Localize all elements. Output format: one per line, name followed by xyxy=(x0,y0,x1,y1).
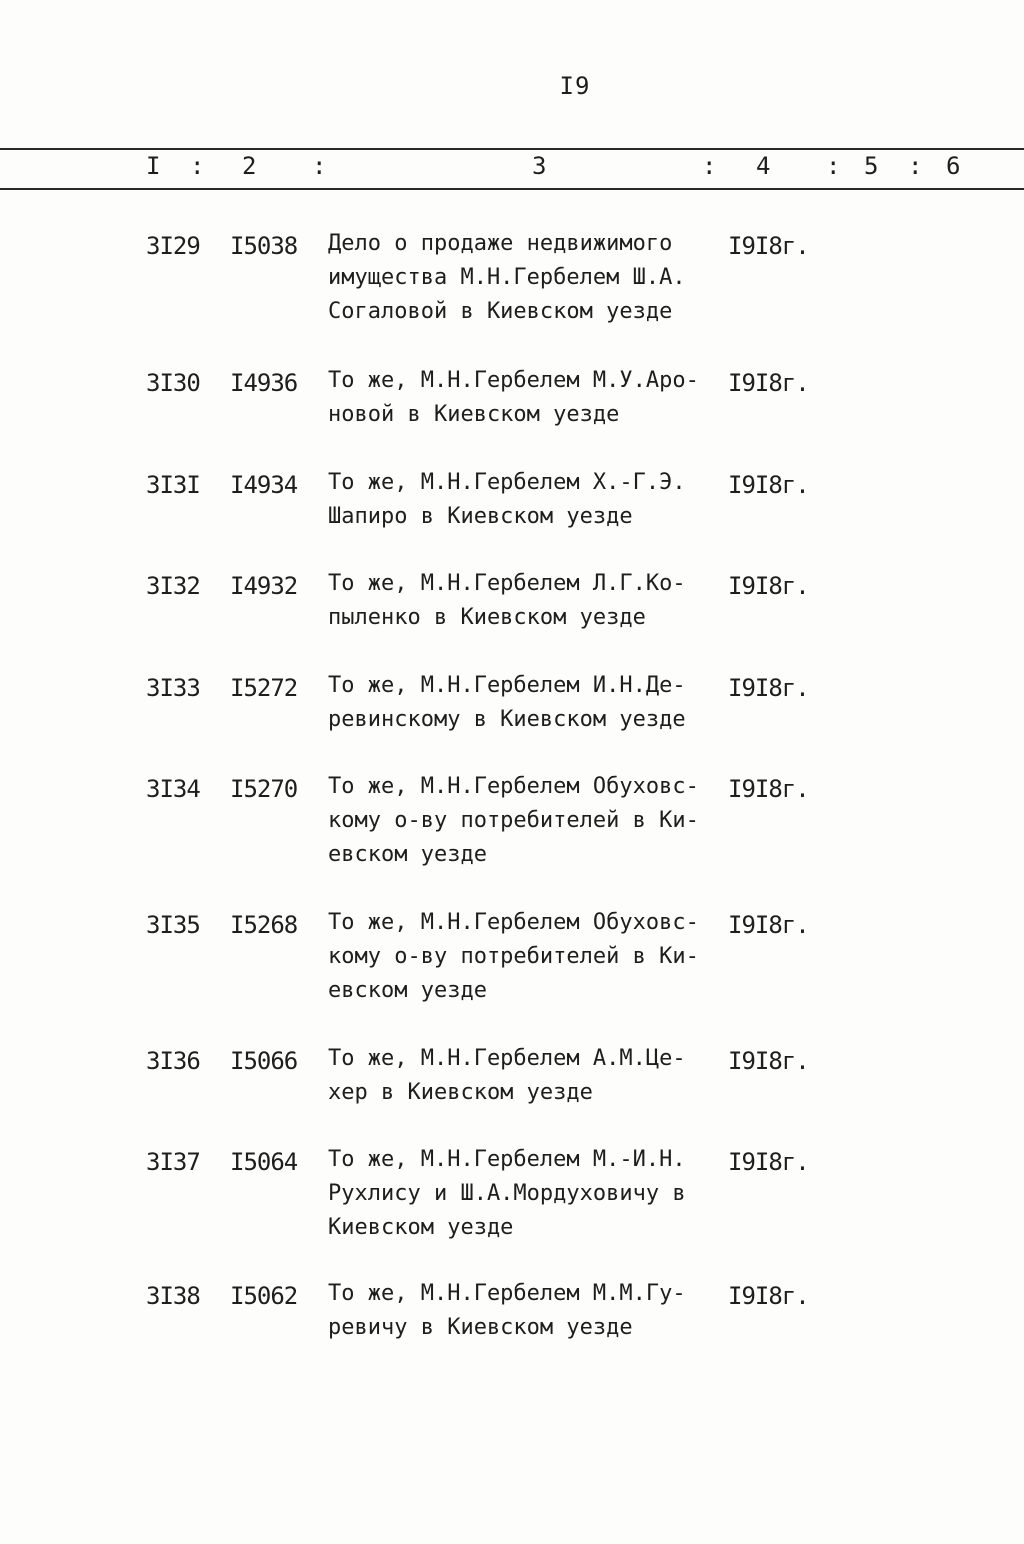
entry-date: I9I8г. xyxy=(728,232,809,260)
case-number: I4934 xyxy=(230,471,298,499)
entry-number: 3I3I xyxy=(146,471,200,499)
entry-date: I9I8г. xyxy=(728,775,809,803)
case-number: I5268 xyxy=(230,911,298,939)
column-separator: : xyxy=(312,152,327,180)
case-number: I5272 xyxy=(230,674,298,702)
entry-title: То же, М.Н.Гербелем Обуховс- кому о-ву потребителей в Ки- евском уезде xyxy=(328,910,699,1003)
entry-title: То же, М.Н.Гербелем Л.Г.Ко- пыленко в Киевском уезде xyxy=(328,571,686,630)
entry-title: То же, М.Н.Гербелем М.М.Гу- ревичу в Киевском уезде xyxy=(328,1281,686,1340)
entry-title: То же, М.Н.Гербелем Х.-Г.Э. Шапиро в Киевском уезде xyxy=(328,470,686,529)
column-header-5: 5 xyxy=(864,152,879,180)
column-separator: : xyxy=(190,152,205,180)
entry-title: То же, М.Н.Гербелем М.-И.Н. Рухлису и Ш.А.Мордуховичу в Киевском уезде xyxy=(328,1147,686,1240)
page-number: I9 xyxy=(559,72,591,100)
entry-number: 3I30 xyxy=(146,369,200,397)
entry-number: 3I36 xyxy=(146,1047,200,1075)
case-number: I5038 xyxy=(230,232,298,260)
entry-number: 3I35 xyxy=(146,911,200,939)
column-header-6: 6 xyxy=(946,152,961,180)
entry-date: I9I8г. xyxy=(728,1047,809,1075)
entry-number: 3I33 xyxy=(146,674,200,702)
entry-number: 3I38 xyxy=(146,1282,200,1310)
entry-date: I9I8г. xyxy=(728,911,809,939)
entry-number: 3I34 xyxy=(146,775,200,803)
entry-date: I9I8г. xyxy=(728,471,809,499)
header-rule-bottom xyxy=(0,188,1024,190)
header-rule-top xyxy=(0,148,1024,150)
column-header-3: 3 xyxy=(532,152,547,180)
entry-title: То же, М.Н.Гербелем И.Н.Де- ревинскому в Киевском уезде xyxy=(328,673,686,732)
case-number: I5270 xyxy=(230,775,298,803)
entry-title: Дело о продаже недвижимого имущества М.Н.Гербелем Ш.А. Согаловой в Киевском уезде xyxy=(328,231,686,324)
column-header-4: 4 xyxy=(756,152,771,180)
case-number: I5064 xyxy=(230,1148,298,1176)
column-separator: : xyxy=(826,152,841,180)
column-separator: : xyxy=(908,152,923,180)
entry-number: 3I29 xyxy=(146,232,200,260)
entry-title: То же, М.Н.Гербелем Обуховс- кому о-ву потребителей в Ки- евском уезде xyxy=(328,774,699,867)
entry-date: I9I8г. xyxy=(728,1148,809,1176)
case-number: I4936 xyxy=(230,369,298,397)
entry-title: То же, М.Н.Гербелем А.М.Це- хер в Киевском уезде xyxy=(328,1046,686,1105)
column-header-1: I xyxy=(146,152,161,180)
case-number: I5062 xyxy=(230,1282,298,1310)
entry-date: I9I8г. xyxy=(728,674,809,702)
entry-number: 3I37 xyxy=(146,1148,200,1176)
case-number: I4932 xyxy=(230,572,298,600)
entry-number: 3I32 xyxy=(146,572,200,600)
case-number: I5066 xyxy=(230,1047,298,1075)
entry-date: I9I8г. xyxy=(728,369,809,397)
column-separator: : xyxy=(702,152,717,180)
column-header-2: 2 xyxy=(242,152,257,180)
entry-title: То же, М.Н.Гербелем М.У.Аро- новой в Киевском уезде xyxy=(328,368,699,427)
entry-date: I9I8г. xyxy=(728,572,809,600)
entry-date: I9I8г. xyxy=(728,1282,809,1310)
